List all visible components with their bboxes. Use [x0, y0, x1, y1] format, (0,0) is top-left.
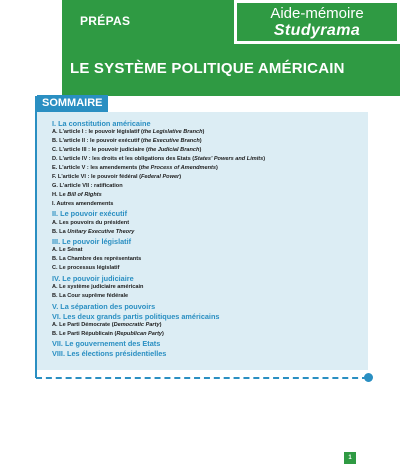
toc-section: I. La constitution américaine: [52, 118, 151, 128]
toc-section: VII. Le gouvernement des Etats: [52, 339, 161, 349]
toc-subsection: E. L'article V : les amendements (the Process of Amendments): [52, 164, 218, 171]
brand-logo-bottom: Studyrama: [273, 22, 361, 39]
toc-section: IV. Le pouvoir judiciaire: [52, 273, 134, 283]
toc-subsection: D. L'article IV : les droits et les obligations des Etats (States' Powers and Limits): [52, 155, 266, 162]
toc-subsection: F. L'article VI : le pouvoir fédéral (Federal Power): [52, 173, 182, 180]
toc-subsection: I. Autres amendements: [52, 200, 114, 207]
toc-subsection: B. L'article II : le pouvoir exécutif (the Executive Branch): [52, 137, 202, 144]
brand-logo-top: Aide-mémoire: [270, 5, 364, 22]
brand-logo-inner: [237, 3, 397, 41]
toc-subsection: A. Le système judiciaire américain: [52, 284, 144, 291]
rule-end-dot: [364, 373, 373, 382]
table-of-contents: [52, 118, 364, 358]
series-label: PRÉPAS: [80, 14, 131, 28]
toc-subsection: B. La Unitary Executive Theory: [52, 228, 135, 235]
sommaire-tab: SOMMAIRE: [37, 95, 108, 112]
toc-subsection: A. Le Sénat: [52, 247, 83, 254]
toc-section: VI. Les deux grands partis politiques américains: [52, 311, 220, 321]
toc-section: VIII. Les élections présidentielles: [52, 349, 167, 359]
toc-subsection: B. La Cour suprême fédérale: [52, 293, 129, 300]
toc-section: II. Le pouvoir exécutif: [52, 209, 128, 219]
toc-subsection: B. La Chambre des représentants: [52, 256, 142, 263]
page-title: LE SYSTÈME POLITIQUE AMÉRICAIN: [70, 60, 345, 77]
toc-subsection: A. Le Parti Démocrate (Democratic Party): [52, 321, 162, 328]
brand-logo: [234, 0, 400, 44]
toc-subsection: C. L'article III : le pouvoir judiciaire (the Judicial Branch): [52, 146, 202, 153]
toc-subsection: A. L'article I : le pouvoir législatif (the Legislative Branch): [52, 128, 205, 135]
toc-subsection: B. Le Parti Républicain (Republican Party): [52, 330, 164, 337]
toc-subsection: A. Les pouvoirs du président: [52, 219, 130, 226]
toc-subsection: H. Le Bill of Rights: [52, 191, 102, 198]
toc-subsection: C. Le processus législatif: [52, 265, 120, 272]
toc-section: V. La séparation des pouvoirs: [52, 301, 156, 311]
dashed-rule: [36, 377, 368, 379]
toc-section: III. Le pouvoir législatif: [52, 237, 132, 247]
page-number: 1: [344, 452, 356, 464]
toc-subsection: G. L'article VII : ratification: [52, 182, 123, 189]
